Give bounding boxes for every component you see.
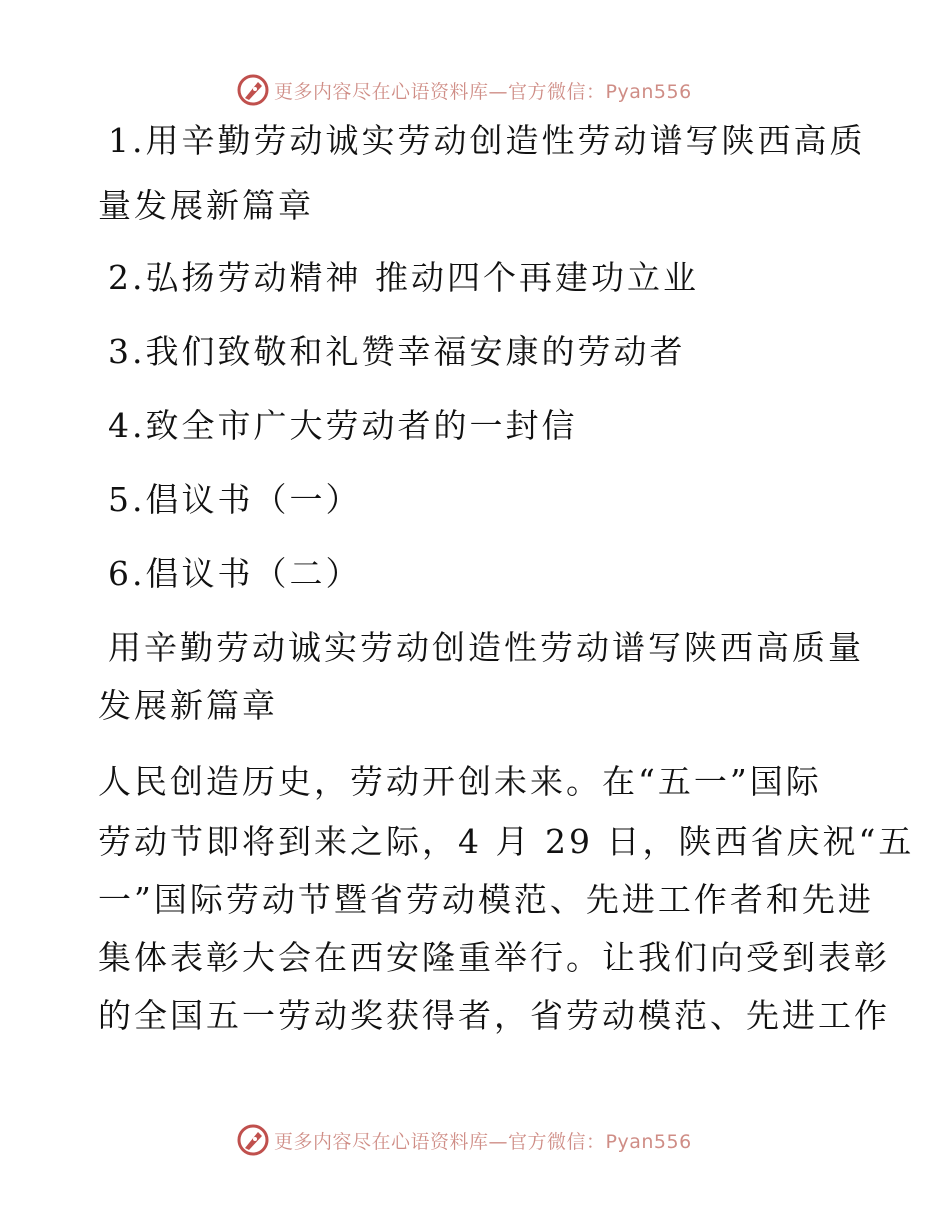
watermark-banner-top: [236, 70, 692, 110]
watermark-banner-bottom: [236, 1120, 692, 1160]
toc-item-4: 4.致全市广大劳动者的一封信: [108, 406, 578, 445]
article-body-line-2: 劳动节即将到来之际，4 月 29 日，陕西省庆祝“五: [98, 822, 915, 861]
article-title-line-2: 发展新篇章: [98, 686, 278, 725]
pen-nib-logo-icon: [236, 1123, 270, 1157]
toc-item-1-continued: 量发展新篇章: [98, 186, 314, 225]
article-body-line-5: 的全国五一劳动奖获得者，省劳动模范、先进工作: [98, 996, 890, 1035]
toc-item-3: 3.我们致敬和礼赞幸福安康的劳动者: [108, 332, 686, 371]
toc-item-5: 5.倡议书（一）: [108, 480, 362, 519]
pen-nib-logo-icon: [236, 73, 270, 107]
watermark-text: 更多内容尽在心语资料库—官方微信：Pyan556: [274, 80, 692, 103]
watermark-text: 更多内容尽在心语资料库—官方微信：Pyan556: [274, 1130, 692, 1153]
article-body-line-1: 人民创造历史，劳动开创未来。在“五一”国际: [98, 762, 822, 801]
article-body-line-3: 一”国际劳动节暨省劳动模范、先进工作者和先进: [98, 880, 874, 919]
toc-item-2: 2.弘扬劳动精神 推动四个再建功立业: [108, 258, 699, 297]
article-title-line-1: 用辛勤劳动诚实劳动创造性劳动谱写陕西高质量: [108, 628, 864, 667]
toc-item-1: 1.用辛勤劳动诚实劳动创造性劳动谱写陕西高质: [108, 121, 866, 160]
article-body-line-4: 集体表彰大会在西安隆重举行。让我们向受到表彰: [98, 938, 890, 977]
toc-item-6: 6.倡议书（二）: [108, 554, 362, 593]
